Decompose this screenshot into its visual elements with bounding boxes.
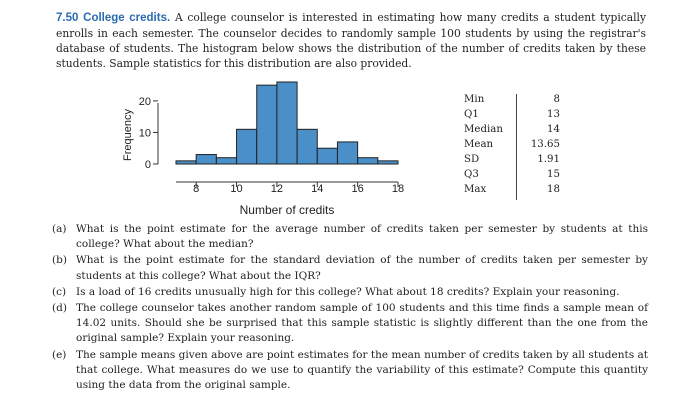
x-axis-label: Number of credits (239, 203, 335, 217)
histogram-bar (277, 82, 297, 164)
stat-row-q3 (464, 167, 574, 182)
stat-row-min (464, 92, 574, 107)
question-text: The sample means given above are point estimates for the mean number of credits taken by all students at that college. What measures do we use to quantify the variability of this estimate? Compute this quantity using the data from the original sample. (76, 348, 648, 392)
problem-number: 7.50 (56, 12, 79, 24)
histogram-bar (337, 142, 357, 164)
stat-value: 8 (553, 94, 560, 105)
stat-value: 18 (547, 184, 560, 195)
y-axis-label: Frequency (122, 109, 134, 161)
stat-label: Mean (464, 139, 494, 150)
stat-row-mean (464, 137, 574, 152)
stat-label: Median (464, 124, 503, 135)
stat-value: 1.91 (537, 154, 560, 165)
histogram-bars (176, 82, 398, 164)
histogram-bar (176, 161, 196, 164)
x-tick-label: 10 (230, 183, 243, 195)
x-tick-label: 8 (193, 183, 200, 195)
stat-row-sd (464, 152, 574, 167)
stat-label: Min (464, 94, 485, 105)
problem-intro (56, 10, 646, 71)
question-label: (e) (52, 348, 67, 361)
histogram-bar (216, 158, 236, 164)
y-tick-label: 0 (144, 159, 151, 171)
question-label: (c) (52, 285, 67, 298)
stat-label: Q3 (464, 169, 479, 180)
histogram-bar (317, 148, 337, 164)
stat-row-median (464, 122, 574, 137)
histogram-bar (297, 129, 317, 164)
stat-label: SD (464, 154, 480, 165)
histogram-bar (358, 158, 378, 164)
question-text: The college counselor takes another random sample of 100 students and this time finds a sample mean of 14.02 units. Should she be surprised that this sample statistic is slightly different than the one from the original sample? Explain your reasoning. (76, 302, 648, 345)
stat-value: 14 (547, 124, 560, 135)
question-item (52, 348, 648, 394)
question-label: (b) (52, 254, 67, 267)
y-tick-label: 10 (138, 127, 151, 140)
question-list (52, 222, 648, 394)
stat-row-q1 (464, 107, 574, 122)
y-tick-label: 20 (138, 95, 151, 108)
histogram-bar (196, 155, 216, 164)
credits-histogram (112, 78, 422, 220)
problem-title: College credits. (83, 12, 171, 24)
x-tick-label: 12 (270, 183, 284, 195)
x-tick-label: 14 (311, 183, 324, 195)
question-text: What is the point estimate for the average number of credits taken per semester by students at this college? What about the median? (76, 223, 648, 251)
stat-label: Max (464, 184, 487, 195)
question-text: What is the point estimate for the standard deviation of the number of credits taken per semester by students at this college? What about the IQR? (76, 254, 648, 282)
histogram-bar (237, 129, 257, 164)
histogram-bar (257, 85, 277, 164)
stat-value: 15 (547, 169, 560, 180)
question-item (52, 301, 648, 347)
question-item (52, 222, 648, 252)
question-label: (d) (52, 302, 67, 315)
question-text: Is a load of 16 credits unusually high for this college? What about 18 credits? Explain your reasoning. (76, 285, 620, 298)
x-axis-ticks (193, 182, 404, 195)
x-tick-label: 16 (351, 183, 364, 195)
summary-statistics (464, 92, 574, 197)
x-tick-label: 18 (391, 183, 405, 195)
stat-row-max (464, 182, 574, 197)
question-label: (a) (52, 223, 67, 235)
problem-text: A college counselor is interested in estimating how many credits a student typically enrolls in each semester. The counselor decides to randomly sample 100 students by using the registrar's database of students. The histogram below shows the distribution of the number of credits taken by these students. Sample statistics for this distribution are also provided. (56, 11, 647, 70)
stat-label: Q1 (464, 109, 479, 120)
stat-value: 13 (547, 109, 560, 120)
stat-value: 13.65 (530, 139, 560, 150)
question-item (52, 253, 648, 283)
question-item (52, 285, 648, 300)
y-axis-ticks (139, 96, 158, 171)
histogram-bar (378, 161, 398, 164)
